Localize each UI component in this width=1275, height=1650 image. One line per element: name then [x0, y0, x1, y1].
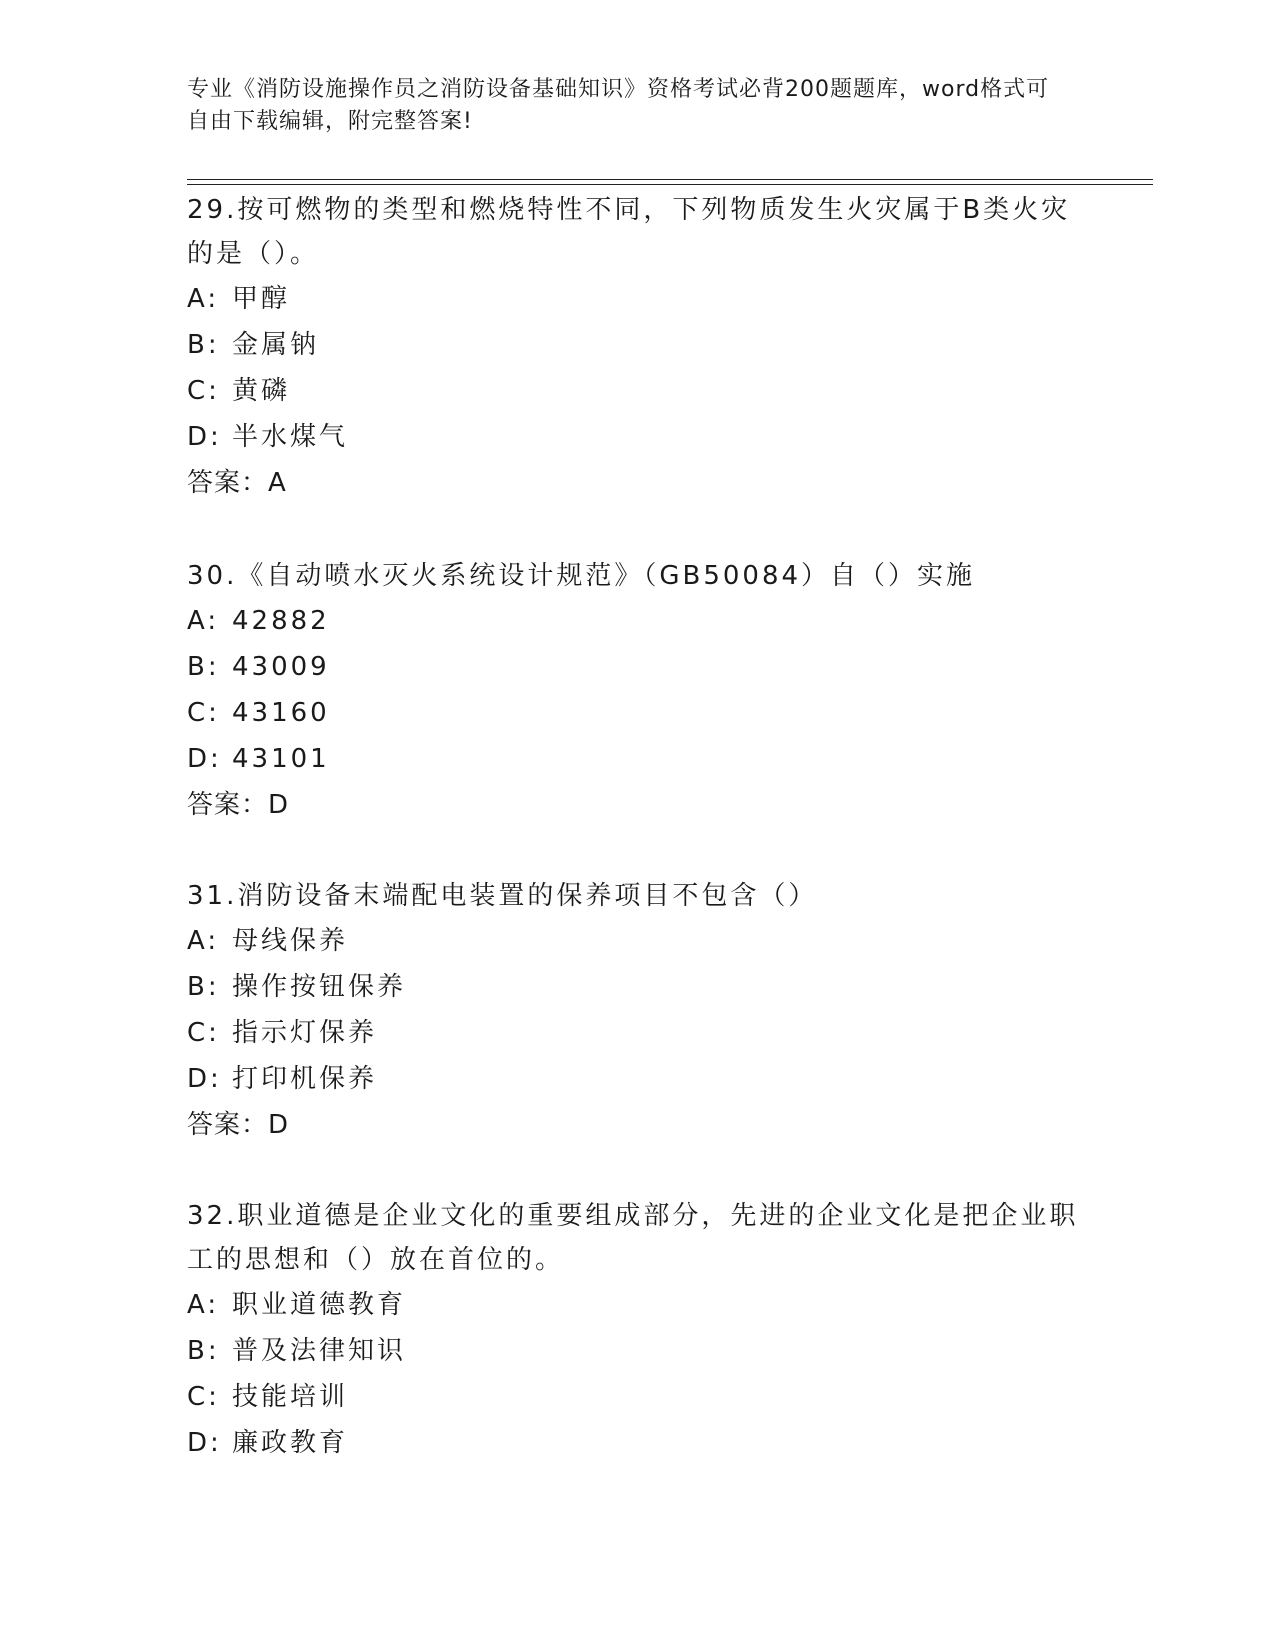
answer-line: 答案：D — [187, 790, 290, 820]
option-c — [187, 1374, 1087, 1420]
option-text: 普及法律知识 — [232, 1336, 407, 1366]
question-29 — [187, 188, 1087, 506]
option-text: 操作按钮保养 — [232, 972, 407, 1002]
header-divider-top — [187, 179, 1153, 180]
option-b — [187, 1328, 1087, 1374]
option-text: 职业道德教育 — [232, 1290, 407, 1320]
question-30 — [187, 554, 1087, 828]
option-text: 廉政教育 — [232, 1428, 349, 1458]
question-32 — [187, 1194, 1087, 1466]
option-text: 42882 — [232, 606, 330, 636]
question-stem: 32.职业道德是企业文化的重要组成部分，先进的企业文化是把企业职工的思想和（）放在首位的。 — [187, 1201, 1079, 1275]
option-d — [187, 1056, 1087, 1102]
option-a — [187, 598, 1087, 644]
option-text: 甲醇 — [232, 284, 291, 314]
option-text: 技能培训 — [232, 1382, 349, 1412]
question-stem: 29.按可燃物的类型和燃烧特性不同，下列物质发生火灾属于B类火灾的是（）。 — [187, 195, 1071, 269]
option-d — [187, 414, 1087, 460]
option-key: D: — [187, 422, 222, 452]
option-key: D: — [187, 744, 222, 774]
option-a — [187, 276, 1087, 322]
option-text: 打印机保养 — [232, 1064, 378, 1094]
option-key: C: — [187, 1018, 220, 1048]
option-key: A: — [187, 284, 220, 314]
option-c — [187, 690, 1087, 736]
option-text: 母线保养 — [232, 926, 349, 956]
question-31 — [187, 874, 1087, 1148]
option-a — [187, 918, 1087, 964]
option-text: 金属钠 — [232, 330, 320, 360]
option-key: C: — [187, 376, 220, 406]
option-key: D: — [187, 1064, 222, 1094]
question-stem: 31.消防设备末端配电装置的保养项目不包含（） — [187, 881, 818, 911]
option-key: B: — [187, 652, 220, 682]
option-text: 半水煤气 — [232, 422, 349, 452]
option-key: B: — [187, 330, 220, 360]
option-a — [187, 1282, 1087, 1328]
option-text: 黄磷 — [232, 376, 291, 406]
question-stem: 30.《自动喷水灭火系统设计规范》（GB50084）自（）实施 — [187, 561, 976, 591]
option-text: 43009 — [232, 652, 330, 682]
option-key: C: — [187, 1382, 220, 1412]
document-title: 专业《消防设施操作员之消防设备基础知识》资格考试必背200题题库，word格式可自由下载编辑，附完整答案! — [187, 77, 1050, 134]
option-key: A: — [187, 606, 220, 636]
option-b — [187, 964, 1087, 1010]
option-d — [187, 736, 1087, 782]
header-divider-bottom — [187, 184, 1153, 185]
option-key: B: — [187, 1336, 220, 1366]
option-key: D: — [187, 1428, 222, 1458]
option-c — [187, 368, 1087, 414]
option-text: 43101 — [232, 744, 330, 774]
answer-line: 答案：D — [187, 1110, 290, 1140]
option-text: 指示灯保养 — [232, 1018, 378, 1048]
option-b — [187, 322, 1087, 368]
option-c — [187, 1010, 1087, 1056]
option-d — [187, 1420, 1087, 1466]
option-key: B: — [187, 972, 220, 1002]
option-key: A: — [187, 926, 220, 956]
option-text: 43160 — [232, 698, 330, 728]
option-b — [187, 644, 1087, 690]
option-key: A: — [187, 1290, 220, 1320]
answer-line: 答案：A — [187, 468, 287, 498]
option-key: C: — [187, 698, 220, 728]
